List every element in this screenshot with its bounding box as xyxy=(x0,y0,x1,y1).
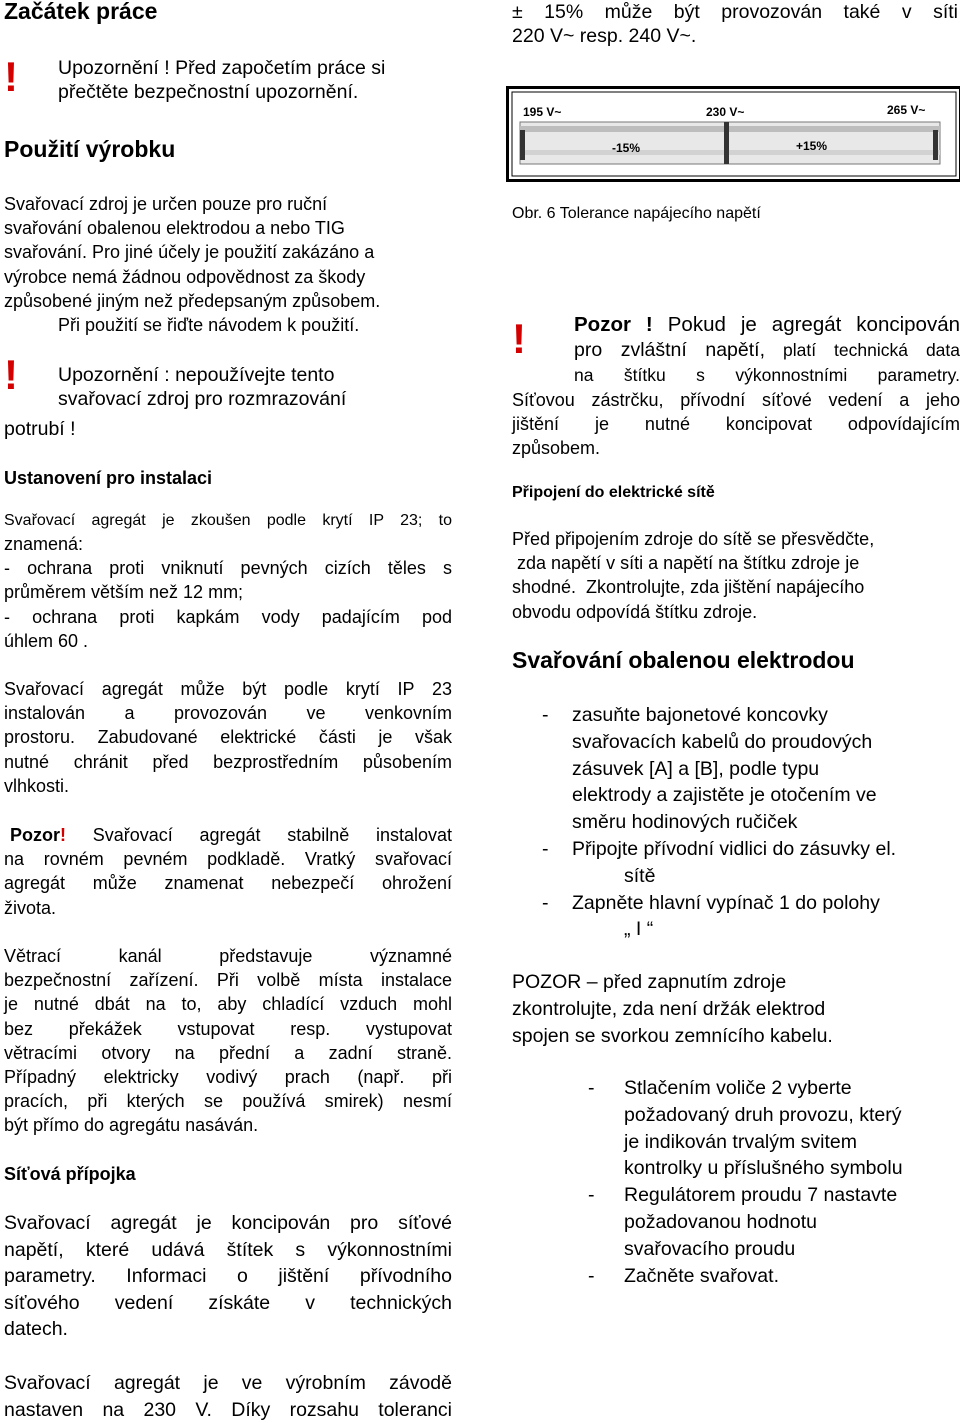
list-item: - Stlačením voliče 2 vyberte požadovaný druh provozu, který je indikován trvalým svitem kontrolky u příslušného symbolu xyxy=(512,1075,960,1182)
heading-electrode-welding: Svařování obalenou elektrodou xyxy=(512,647,960,673)
figure-caption: Obr. 6 Tolerance napájecího napětí xyxy=(512,202,958,226)
paragraph-ip23: Svařovací agregát je zkoušen podle krytí IP 23; to xyxy=(4,509,452,533)
paragraph-stable-install: Pozor! Svařovací agregát stabilně instalovat na rovném pevném podkladě. Vratký svařovací agregát může znamenat nebezpečí ohrožení života. xyxy=(4,823,452,920)
list-item: - zasuňte bajonetové koncovky svařovacích kabelů do proudových zásuvek [A] a [B], podle typu elektrody a zajistěte je otočením ve směru hodinových ručiček xyxy=(512,702,960,836)
warning-special-voltage: Pozor ! Pokud je agregát koncipován pro zvláštní napětí, platí technická data na štítku s výkonnostními parametry. xyxy=(574,312,960,389)
paragraph-network: Svařovací agregát je koncipován pro síťové napětí, které udává štítek s výkonnostními parametry. Informaci o jištění přívodního síťového vedení získáte v technických datech. xyxy=(4,1210,452,1343)
heading-grid-connection: Připojení do elektrické sítě xyxy=(512,482,958,504)
warning-defrost: Upozornění : nepoužívejte tento svařovací zdroj pro rozmrazování xyxy=(58,363,458,411)
paragraph-outdoor: Svařovací agregát může být podle krytí IP 23 instalován a provozován ve venkovním prostoru. Zabudované elektrické části je však nutné chránit před bezprostředním působením vlhkosti. xyxy=(4,677,452,798)
heading-product-use: Použití výrobku xyxy=(4,136,452,162)
warning-defrost-end: potrubí ! xyxy=(4,417,452,441)
warning-exclamation-icon: ! xyxy=(4,56,18,98)
paragraph-tolerance: ± 15% může být provozován také v síti 220 V~ resp. 240 V~. xyxy=(512,0,958,48)
list-item: - Připojte přívodní vidlici do zásuvky el. sítě xyxy=(512,836,960,890)
paragraph-product-use: Svařovací zdroj je určen pouze pro ruční svařování obalenou elektrodou a nebo TIG svařování. Pro jiné účely je použití zakázáno a výrobce nemá žádnou odpovědnost za škody způsobené jiným než předepsaným způsobem. Při použití se řiďte návodem k použití. xyxy=(4,192,452,337)
warning-exclamation-icon: ! xyxy=(4,354,18,396)
list-item: - Regulátorem proudu 7 nastavte požadovanou hodnotu svařovacího proudu xyxy=(512,1182,960,1262)
voltage-tolerance-diagram xyxy=(506,86,960,182)
list-welding-steps xyxy=(512,702,960,943)
diagram-label-neg: -15% xyxy=(612,141,640,155)
paragraph-grid-connection: Před připojením zdroje do sítě se přesvědčte, zda napětí v síti a napětí na štítku zdroje je shodné. Zkontrolujte, zda jištění napájecího obvodu odpovídá štítku zdroje. xyxy=(512,527,958,624)
diagram-label-mid: 230 V~ xyxy=(706,105,744,119)
paragraph-plug: Síťovou zástrčku, přívodní síťové vedení a jeho jištění je nutné koncipovat odpovídajícím způsobem. xyxy=(512,388,960,461)
list-item: - Začněte svařovat. xyxy=(512,1263,960,1290)
diagram-label-high: 265 V~ xyxy=(887,103,925,117)
diagram-label-low: 195 V~ xyxy=(523,105,561,119)
paragraph-factory-setting: Svařovací agregát je ve výrobním závodě nastaven na 230 V. Díky rozsahu toleranci xyxy=(4,1370,452,1423)
list-operation-steps xyxy=(512,1075,960,1289)
paragraph-caution-holder: POZOR – před zapnutím zdroje zkontrolujte, zda není držák elektrod spojen se svorkou zemnícího kabelu. xyxy=(512,969,958,1049)
heading-network-connection: Síťová přípojka xyxy=(4,1162,452,1186)
paragraph-ip23-list: znamená: - ochrana proti vniknutí pevných cizích těles s průměrem větším než 12 mm; - ochrana proti kapkám vody padajícím pod úhlem 60 . xyxy=(4,532,452,653)
heading-start-work: Začátek práce xyxy=(4,0,452,24)
paragraph-ventilation: Větrací kanál představuje významné bezpečnostní zařízení. Při volbě místa instalace je nutné dbát na to, aby chladící vzduch mohl bez překážek vstupovat resp. vystupovat větracími otvory na přední a zadní straně. Případný elektricky vodivý prach (např. při pracích, při kterých se používá smirek) nesmí být přímo do agregátu nasáván. xyxy=(4,944,452,1138)
list-item: - Zapněte hlavní vypínač 1 do polohy „ I “ xyxy=(512,890,960,944)
warning-safety-note: Upozornění ! Před započetím práce si přečtěte bezpečnostní upozornění. xyxy=(58,56,458,104)
warning-exclamation-icon: ! xyxy=(512,318,526,360)
heading-installation: Ustanovení pro instalaci xyxy=(4,466,452,490)
diagram-label-pos: +15% xyxy=(796,139,827,153)
